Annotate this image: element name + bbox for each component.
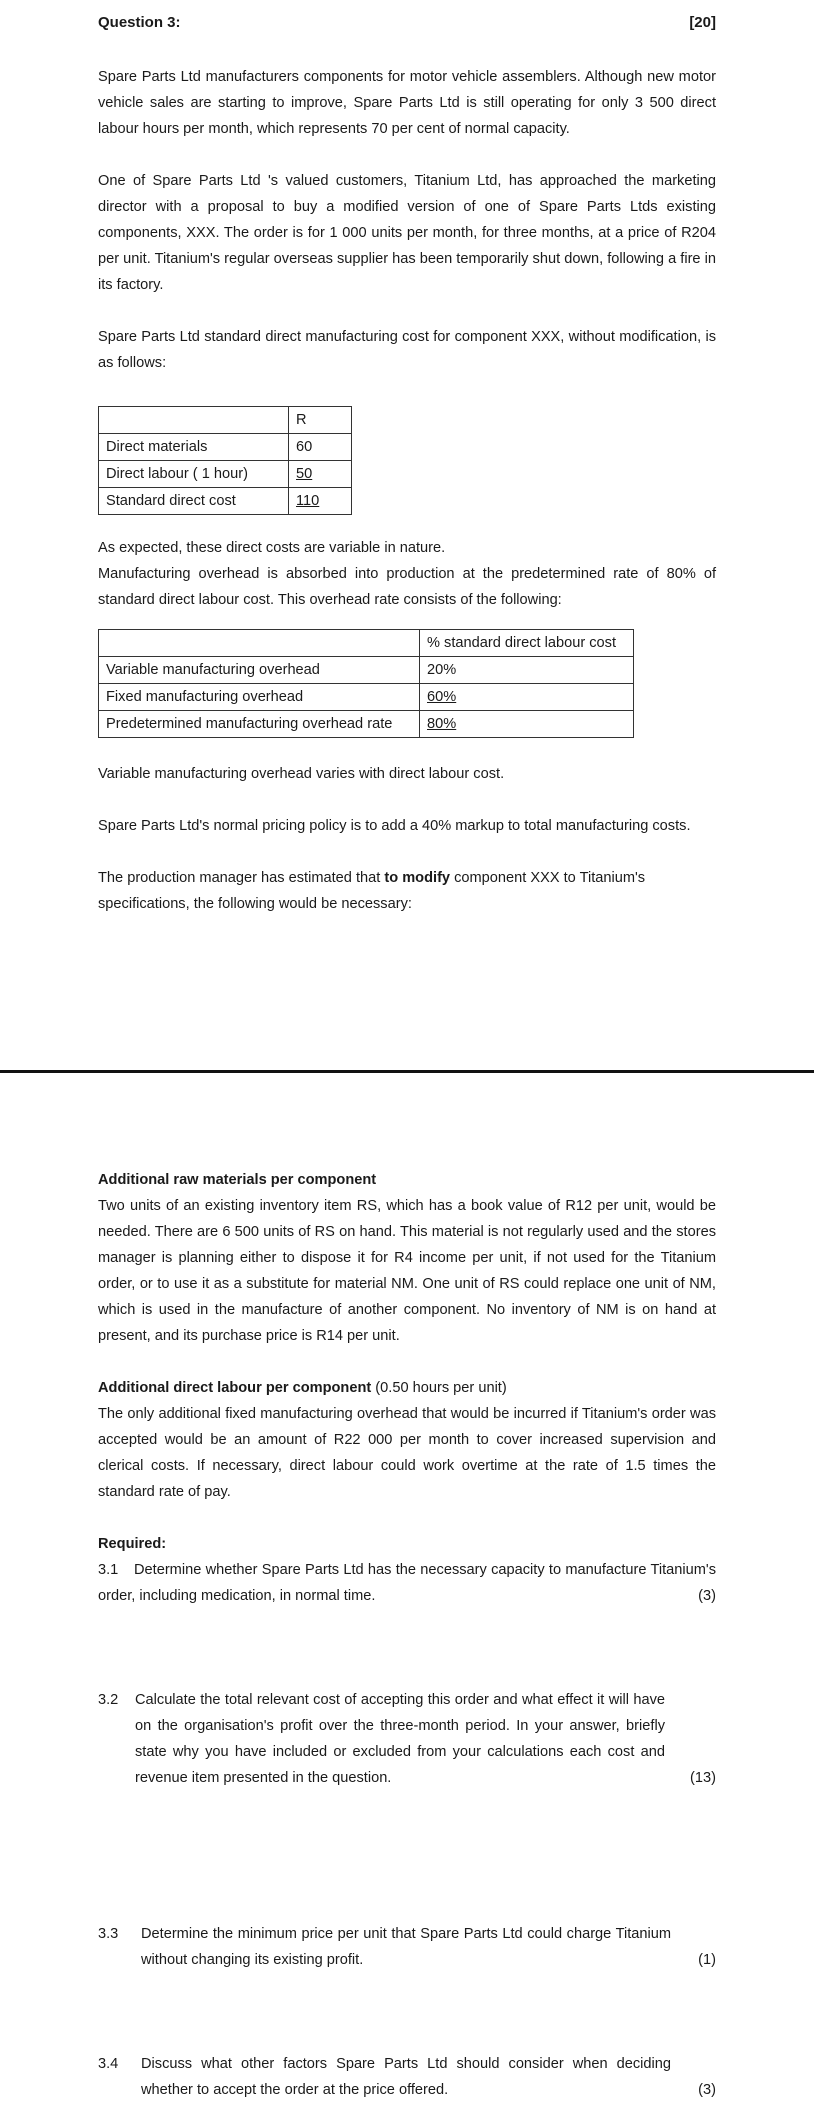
table-cell: 20% [420, 657, 634, 684]
labour-heading: Additional direct labour per component (0.50 hours per unit) [98, 1380, 507, 1396]
table-cell: Standard direct cost [99, 488, 289, 515]
overhead-table [98, 629, 634, 738]
requirement-3-1 [98, 1557, 716, 1609]
table-cell: 60 [289, 434, 352, 461]
table-cell: 110 [296, 493, 320, 509]
table-row [99, 630, 634, 657]
requirement-text: Determine whether Spare Parts Ltd has the necessary capacity to manufacture Titanium's order, including medication, in normal time. [98, 1562, 716, 1604]
table-cell: Direct labour ( 1 hour) [99, 461, 289, 488]
table-row [99, 488, 352, 515]
table-row [99, 711, 634, 738]
requirement-number: 3.4 [98, 2056, 119, 2072]
pricing-paragraph: Spare Parts Ltd's normal pricing policy is to add a 40% markup to total manufacturing costs. [98, 818, 691, 834]
variable-paragraph: As expected, these direct costs are variable in nature. [98, 540, 446, 556]
variable-overhead-paragraph: Variable manufacturing overhead varies with direct labour cost. [98, 766, 505, 782]
requirement-3-4 [98, 2051, 716, 2103]
requirement-marks: (3) [698, 2082, 716, 2098]
requirement-3-2 [98, 1687, 716, 1791]
requirement-text: Calculate the total relevant cost of accepting this order and what effect it will have on the organisation's profit over the three-month period. In your answer, briefly state why you have included or excluded from your calculations each cost and revenue item presented in the question. [135, 1692, 665, 1786]
modify-emphasis: to modify [384, 870, 451, 886]
question-title: Question 3: [98, 14, 181, 31]
requirement-3-3 [98, 1921, 716, 1973]
table-cell: Direct materials [99, 434, 289, 461]
requirement-text: Determine the minimum price per unit that Spare Parts Ltd could charge Titanium without changing its existing profit. [141, 1926, 671, 1968]
table-row [99, 407, 352, 434]
modify-paragraph: The production manager has estimated that to modify component XXX to Titanium's specifications, the following would be necessary: [98, 870, 646, 912]
question-marks: [20] [689, 14, 716, 31]
table-row [99, 461, 352, 488]
customer-paragraph: One of Spare Parts Ltd 's valued customers, Titanium Ltd, has approached the marketing director with a proposal to buy a modified version of one of Spare Parts Ltds existing components, XXX. The order is for 1 000 units per month, for three months, at a price of R204 per unit. Titanium's regular overseas supplier has been temporarily shut down, following a fire in its factory. [98, 173, 716, 293]
standard-cost-paragraph: Spare Parts Ltd standard direct manufacturing cost for component XXX, without modification, is as follows: [98, 329, 716, 371]
page-divider [0, 1070, 814, 1073]
labour-paragraph: The only additional fixed manufacturing overhead that would be incurred if Titanium's order was accepted would be an amount of R22 000 per month to cover increased supervision and clerical costs. If necessary, direct labour could work overtime at the rate of 1.5 times the standard rate of pay. [98, 1406, 716, 1500]
table-cell: 80% [427, 716, 457, 732]
table-row [99, 434, 352, 461]
requirement-number: 3.3 [98, 1926, 119, 1942]
standard-cost-table [98, 406, 352, 515]
page-2 [0, 1074, 814, 2098]
raw-materials-heading: Additional raw materials per component [98, 1172, 377, 1188]
requirement-text: Discuss what other factors Spare Parts Ltd should consider when deciding whether to accept the order at the price offered. [141, 2056, 671, 2098]
raw-materials-paragraph: Two units of an existing inventory item RS, which has a book value of R12 per unit, would be needed. There are 6 500 units of RS on hand. This material is not regularly used and the stores manager is planning either to dispose it for R4 income per unit, if not used for the Titanium order, or to use it as a substitute for material NM. One unit of RS could replace one unit of NM, which is used in the manufacture of another component. No inventory of NM is on hand at present, and its purchase price is R14 per unit. [98, 1198, 716, 1344]
table-row [99, 684, 634, 711]
required-heading: Required: [98, 1536, 167, 1552]
requirement-number: 3.2 [98, 1692, 119, 1708]
question-header [98, 14, 716, 31]
requirement-marks: (1) [698, 1952, 716, 1968]
requirement-number: 3.1 [98, 1562, 119, 1578]
table-row [99, 657, 634, 684]
overhead-paragraph: Manufacturing overhead is absorbed into production at the predetermined rate of 80% of standard direct labour cost. This overhead rate consists of the following: [98, 566, 716, 608]
table-cell: Variable manufacturing overhead [99, 657, 420, 684]
table-cell: Fixed manufacturing overhead [99, 684, 420, 711]
table-cell: Predetermined manufacturing overhead rate [99, 711, 420, 738]
table-cell: 60% [427, 689, 457, 705]
intro-paragraph: Spare Parts Ltd manufacturers components for motor vehicle assemblers. Although new motor vehicle sales are starting to improve, Spare Parts Ltd is still operating for only 3 500 direct labour hours per month, which represents 70 per cent of normal capacity. [98, 69, 716, 137]
table-cell: 50 [296, 466, 313, 482]
table-header-cell: R [289, 407, 352, 434]
requirement-marks: (13) [690, 1770, 716, 1786]
table-header-cell: % standard direct labour cost [420, 630, 634, 657]
requirement-marks: (3) [698, 1588, 716, 1604]
labour-heading-note: (0.50 hours per unit) [371, 1380, 507, 1396]
